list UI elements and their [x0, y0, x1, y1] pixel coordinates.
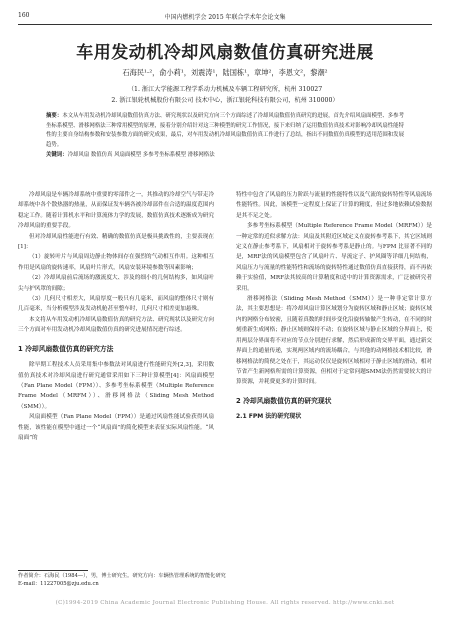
abstract-text: 本文从车用发动机冷却风扇数值仿真方法、研究现状以及研究方向三个方面综述了冷却风扇数值仿真研究的进展，首先介绍风扇面模型、多参考坐标系模型、滑移网格法三种常用模型的原理，接着分别介绍针对这三种模型的研究工作情况，接下来归纳了运用数值仿真技术对影响冷却风扇性能特性的主要自身结构参数和安装参数方面的研究成果，最后，对车用发动机冷却风扇数值仿真工作进行了总结，指出不同数值仿真模型的适用范围和发展趋势。: [46, 113, 404, 148]
abstract-body: [46, 112, 404, 150]
author-footnote: 作者简介：石海民（1984—），男，博士研究生。研究方向：车辆热管理系统的智能化研究: [18, 573, 226, 579]
right-column: [236, 190, 432, 425]
email-footnote: E-mail：11227005@zju.edu.cn: [18, 581, 99, 587]
body-paragraph: 滑移网格法（Sliding Mesh Method（SMM））是一种非定常计算方法，其主要思想是：将冷却风扇计算区域划分为旋转区域和静止区域；旋转区域内的网格分布较密，且随着真数的时间步变化沿旋转轴做产生转动，在不同的时刻重新生成网格；静止区域则保持不动；在旋转区域与静止区域的分界面上，使用两层分界面将不对应的节点分别进行求解，然后形成新的交界平面，通过新交界面上的通量传递，实现两区域内的流场耦合，与其他的动网格技术相比较，滑移网格法的简便之处在于，其运动仅仅是旋转区域相对于静止区域的滑动，相对节省产生新网格所需的计算资源，但相对于定常问题SMM法仍然需要较大的计算资源，并耗费更多的计算时间。: [236, 296, 432, 386]
subsection-heading: 2.1 FPM 法的研究现状: [236, 413, 302, 421]
publisher-watermark: (C)1994-2019 China Academic Journal Electronic Publishing House. All rights reserved. http://www.cnki.net: [55, 600, 395, 606]
section-heading: 1 冷却风扇数值仿真的研究方法: [18, 344, 114, 353]
list-item: （3）几何尺寸相差大，风扇厚度一般只有几毫米，而风扇的整体尺寸则有几百毫米，当分析模型涉及发动机舱甚至整车时，几何尺寸相差更加悬殊。: [18, 296, 214, 313]
body-paragraph: 风扇面模型（Fan Plane Model（FPM））是通过风扇性能试验获得风扇性能，该性能在模型中通过一个“风扇面”的简化模型来表征实际风扇性能。“风扇面”的: [18, 414, 214, 441]
body-paragraph: 但对冷却风扇性能进行有效、精确的数值仿真是极具挑战性的，主要表现在[1]：: [18, 233, 214, 251]
footnote-rule: [18, 570, 88, 571]
section-heading: 2 冷却风扇数值仿真的研究现状: [236, 396, 332, 405]
body-paragraph: 冷却风扇是车辆冷却系统中重要的零部件之一，其推动的冷却空气与带走冷却系统中各个散热器的热量，从而保证发车辆各被冷却部件在合适的温度范围内稳定工作。随着计算机水平和计算流体力学的发展，数值仿真技术逐渐成为研究冷却风扇的重要手段。: [18, 192, 214, 230]
body-paragraph: 本文将从车用发动机冷却风扇数值仿真的研究方法、研究现状以及研究方向三个方面对车用发动机冷却风扇数值仿真的研究进展情况进行综述。: [18, 316, 214, 334]
affiliation-1: （1. 浙江大学能源工程学系动力机械及车辆工程研究所，杭州 310027: [127, 86, 323, 93]
page-number: 160: [18, 12, 30, 19]
list-item: （1）旋转叶片与风扇周边静止物体间存在强烈的气动相互作用。这种相互作用是风扇的旋转速率，风扇叶片形式，风扇安装环境参数等因素影响；: [18, 254, 214, 271]
author-list: 石海民¹·²，俞小莉¹，刘震涛¹，陆国栋¹，章坤²，李恩文²，黎潮²: [122, 68, 328, 77]
affiliation-2: 2. 浙江银轮机械股份有限公司 技术中心，浙江银轮科技有限公司，杭州 310000）: [111, 97, 339, 104]
paper-title: 车用发动机冷却风扇数值仿真研究进展: [76, 43, 374, 63]
keywords-label: 关键词：: [46, 152, 68, 158]
body-paragraph: 除早期工程技术人员采用集中参数法对风扇进行性能研究外[2,3]，采用数值仿真技术对冷却风扇进行研究通常采用如下三种计算模型[4]：风扇面模型（Fan Plane Model（FPM））、多参考坐标系模型（Multiple Reference Frame Model（MRFM））、滑移网格法（Sliding Mesh Method（SMM））。: [18, 362, 214, 410]
keywords: [46, 151, 404, 161]
abstract-label: 摘要：: [46, 113, 63, 119]
left-column: [18, 190, 214, 443]
keywords-text: 冷却风扇 数值仿真 风扇面模型 多参考坐标系模型 滑移网格法: [67, 152, 215, 158]
abstract: [46, 112, 404, 161]
journal-title: 中国内燃机学会 2015 年联合学术年会论文集: [164, 14, 286, 21]
body-paragraph: 多参考坐标系模型（Multiple Reference Frame Model（MRFM））是一种定常的近似求解方法：风扇及其附近区域定义在旋转参考系下，其它区域则定义在静止参考系下，风扇相对于旋转参考系是静止的。与FPM 比显著不同的是，MRF法的风扇模型包含了风扇叶片、导流定子、护风圈等详细几何结构，风扇压力与流量的性能特性和流场的旋转特性通过数值仿真直接获得，而不再依赖于实验值，MRF法其较高的计算精度和适中的计算资源需求，广泛被研究者采用。: [236, 223, 432, 292]
header-rule: [18, 24, 432, 25]
list-item: （2）冷却风扇前后流场的激流度大、涉及的细小的几何结构多，如风扇叶尖与护风罩的间隙；: [18, 275, 214, 292]
body-paragraph: 特性中包含了风扇的压力阶跃与流量的性能特性以及气流的旋转特性等风扇流场性能特性。因此，该模型一定程度上保证了计算的精度，但过多地依赖试验数据是其不足之处。: [236, 192, 432, 219]
